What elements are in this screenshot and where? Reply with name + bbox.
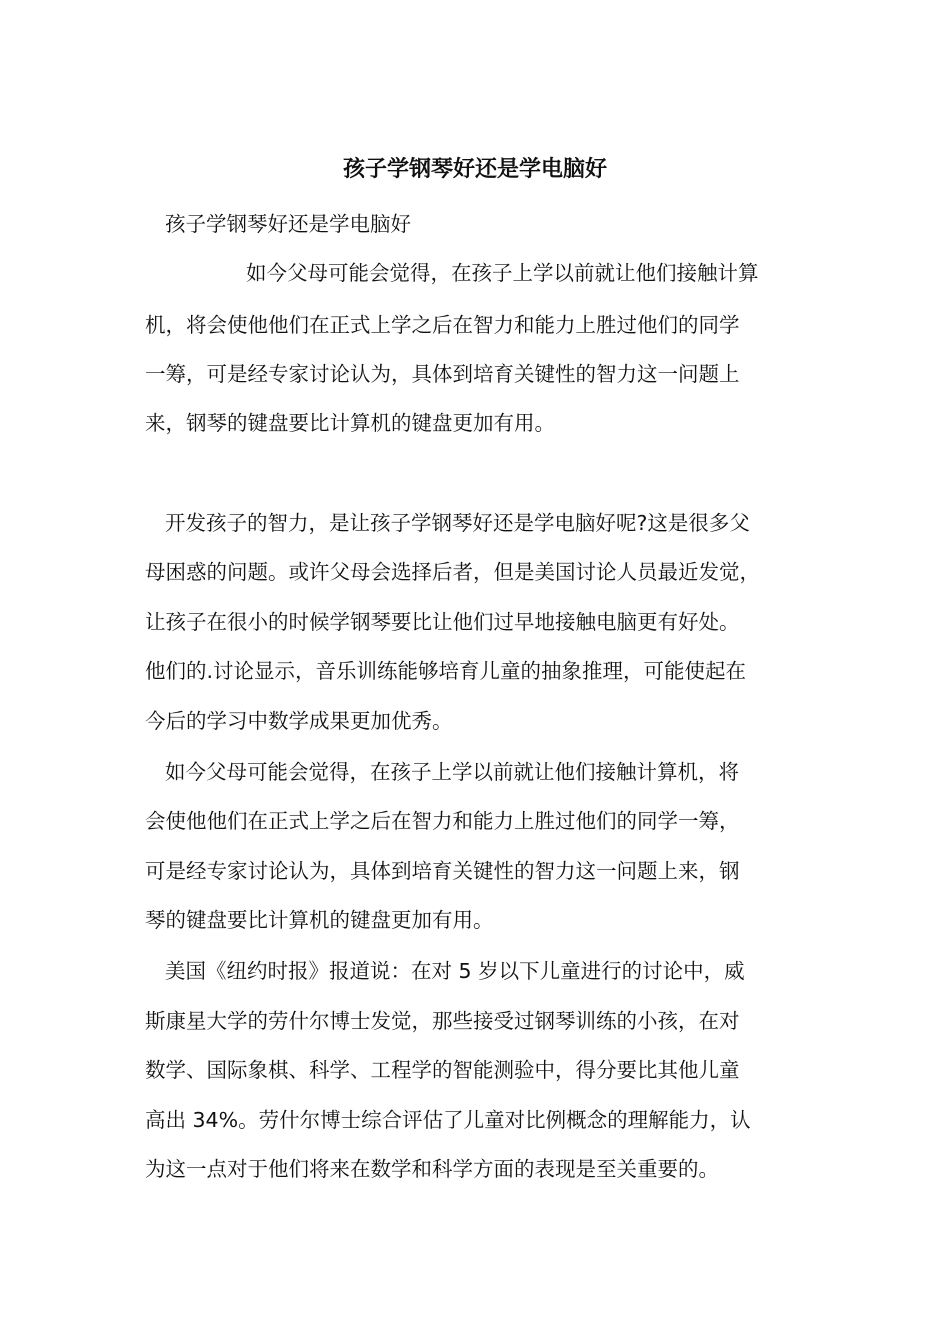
paragraph-2-line-3: 让孩子在很小的时候学钢琴要比让他们过早地接触电脑更有好处。 [145,610,740,634]
paragraph-4-line-4: 高出 34%。劳什尔博士综合评估了儿童对比例概念的理解能力，认 [145,1108,751,1132]
paragraph-4-line-5: 为这一点对于他们将来在数学和科学方面的表现是至关重要的。 [145,1157,719,1181]
paragraph-3-line-1: 如今父母可能会觉得，在孩子上学以前就让他们接触计算机，将 [165,760,739,784]
paragraph-3-line-4: 琴的键盘要比计算机的键盘更加有用。 [145,908,494,932]
paragraph-1-line-3: 一筹，可是经专家讨论认为，具体到培育关键性的智力这一问题上 [145,362,740,386]
paragraph-2-line-4: 他们的.讨论显示，音乐训练能够培育儿童的抽象推理，可能使起在 [145,659,747,683]
paragraph-1-line-4: 来，钢琴的键盘要比计算机的键盘更加有用。 [145,411,555,435]
paragraph-1-line-2: 机，将会使他他们在正式上学之后在智力和能力上胜过他们的同学 [145,313,740,337]
paragraph-3-line-3: 可是经专家讨论认为，具体到培育关键性的智力这一问题上来，钢 [145,859,740,883]
paragraph-2-line-5: 今后的学习中数学成果更加优秀。 [145,709,453,733]
paragraph-4-line-3: 数学、国际象棋、科学、工程学的智能测验中，得分要比其他儿童 [145,1058,740,1082]
paragraph-1-line-1: 如今父母可能会觉得，在孩子上学以前就让他们接触计算 [246,261,759,285]
paragraph-2-line-2: 母困惑的问题。或许父母会选择后者，但是美国讨论人员最近发觉， [145,560,760,584]
paragraph-4-line-1: 美国《纽约时报》报道说：在对 5 岁以下儿童进行的讨论中，威 [165,959,745,983]
paragraph-4-line-2: 斯康星大学的劳什尔博士发觉，那些接受过钢琴训练的小孩，在对 [145,1009,740,1033]
paragraph-2-line-1: 开发孩子的智力，是让孩子学钢琴好还是学电脑好呢?这是很多父 [165,511,750,535]
subtitle: 孩子学钢琴好还是学电脑好 [165,212,411,236]
document-title: 孩子学钢琴好还是学电脑好 [342,157,607,182]
paragraph-3-line-2: 会使他他们在正式上学之后在智力和能力上胜过他们的同学一筹， [145,809,740,833]
